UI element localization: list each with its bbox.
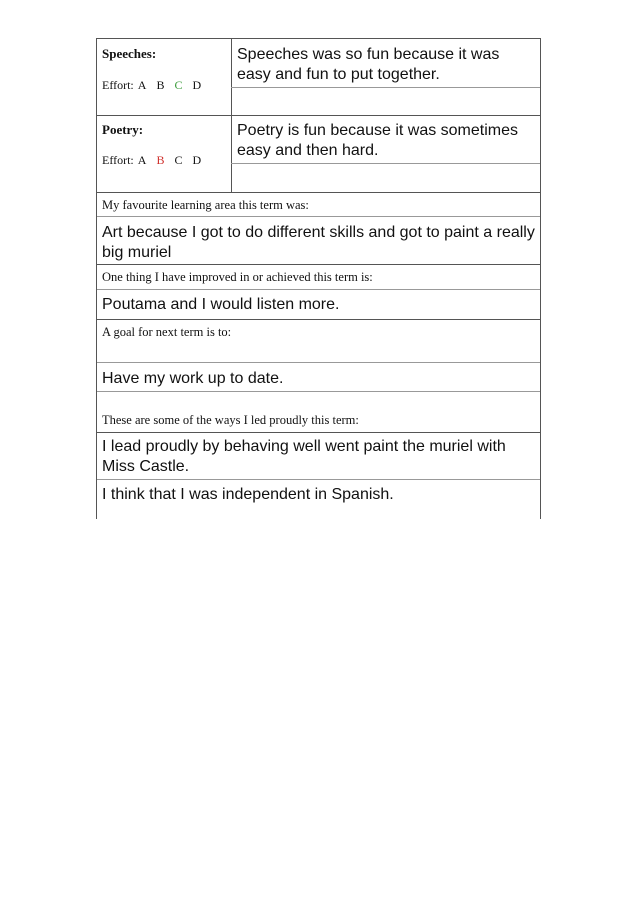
row-divider — [97, 192, 540, 193]
comment-divider — [231, 87, 540, 88]
row-divider — [97, 362, 540, 363]
led-proudly-prompt: These are some of the ways I led proudly this term: — [102, 413, 359, 427]
effort-label: Effort: — [102, 78, 134, 92]
grade-a: A — [137, 78, 147, 92]
grade-b-selected: B — [156, 153, 165, 167]
improved-answer: Poutama and I would listen more. — [102, 296, 340, 313]
row-divider — [97, 264, 540, 265]
subject-name: Speeches: — [102, 46, 157, 61]
grade-c-selected: C — [174, 78, 183, 92]
comment-divider — [231, 163, 540, 164]
subject-name: Poetry: — [102, 122, 144, 137]
row-divider — [97, 289, 540, 290]
row-divider — [97, 319, 540, 320]
improved-prompt: One thing I have improved in or achieved this term is: — [102, 270, 373, 284]
grade-d: D — [192, 153, 202, 167]
subject-comment: Speeches was so fun because it was easy and fun to put together. — [237, 46, 500, 83]
effort-row — [102, 153, 201, 168]
goal-answer: Have my work up to date. — [102, 370, 284, 387]
row-divider — [97, 479, 540, 480]
led-proudly-answer: I lead proudly by behaving well went paint the muriel with Miss Castle. — [102, 438, 506, 475]
effort-label: Effort: — [102, 153, 134, 167]
row-divider — [97, 391, 540, 392]
grade-a: A — [137, 153, 147, 167]
favourite-prompt: My favourite learning area this term was: — [102, 198, 309, 212]
grade-d: D — [192, 78, 202, 92]
row-divider — [97, 216, 540, 217]
row-divider — [97, 432, 540, 433]
favourite-answer: Art because I got to do different skills and got to paint a really big muriel — [102, 224, 535, 261]
report-sheet — [96, 38, 541, 519]
row-divider — [97, 115, 540, 116]
subject-comment: Poetry is fun because it was sometimes easy and then hard. — [237, 122, 519, 159]
led-proudly-answer: I think that I was independent in Spanish. — [102, 486, 394, 503]
goal-prompt: A goal for next term is to: — [102, 325, 232, 339]
grade-c: C — [174, 153, 183, 167]
effort-row — [102, 78, 201, 93]
grade-b: B — [156, 78, 165, 92]
